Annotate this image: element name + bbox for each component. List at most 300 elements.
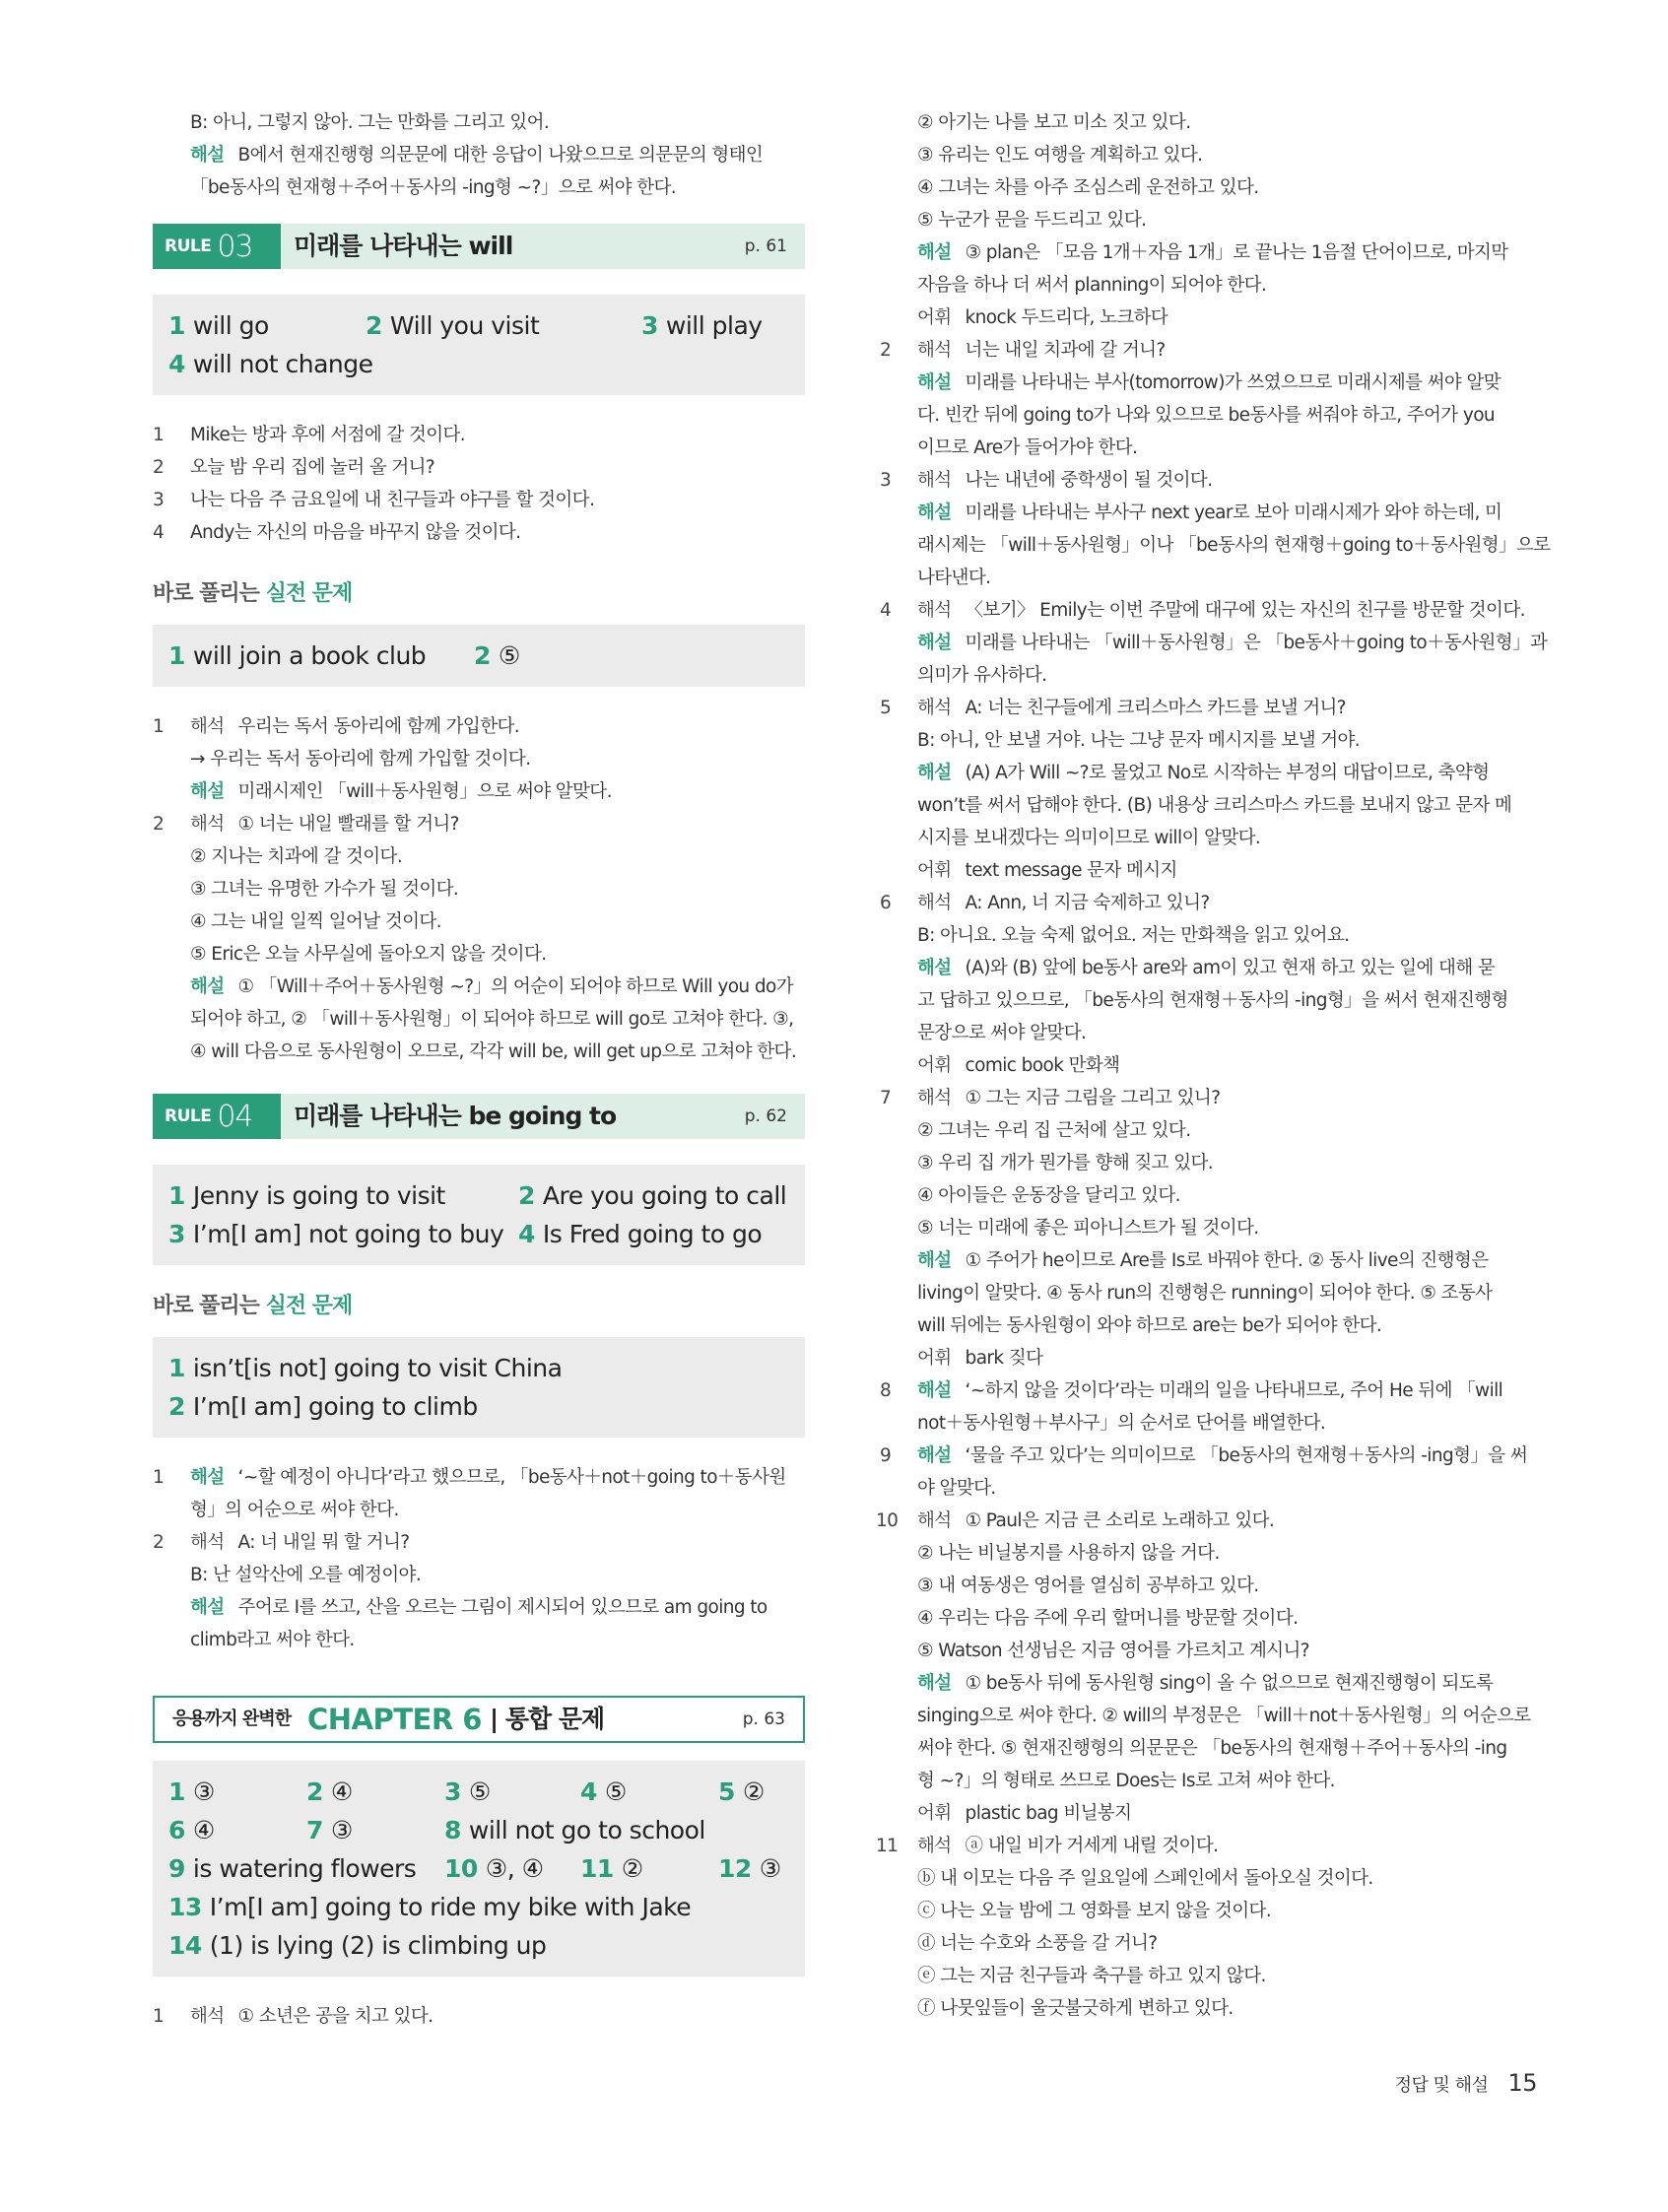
- text-line: [153, 1559, 805, 1591]
- line-text: ③ 유리는 인도 여행을 계획하고 있다.: [917, 145, 1203, 166]
- answer-number: 13: [168, 1893, 202, 1921]
- translation-label: 해석: [190, 814, 225, 835]
- text-line: [153, 1003, 805, 1036]
- text-line: [880, 1992, 1535, 2025]
- line-text: 주어로 I를 쓰고, 산을 오르는 그림이 제시되어 있으므로 am going to: [237, 1597, 767, 1618]
- text-line: [153, 1036, 805, 1068]
- answer-number: 5: [718, 1777, 735, 1806]
- rule-03-page: p. 61: [744, 236, 787, 256]
- text-line: [153, 710, 805, 743]
- answer-number: 1: [168, 1354, 185, 1382]
- answer-row: [168, 1215, 789, 1253]
- text-line: [880, 1635, 1535, 1667]
- text-line: [880, 1667, 1535, 1700]
- practice-2-answer-box: [153, 1337, 805, 1438]
- item-number: 5: [880, 698, 892, 718]
- answer-number: 4: [518, 1220, 535, 1248]
- practice-heading-1: 바로 풀리는 실전 문제: [153, 581, 353, 606]
- answer-item: [168, 1387, 478, 1426]
- translation-label: 해석: [917, 1088, 952, 1108]
- vocab-label: 어휘: [917, 860, 952, 881]
- text-line: [880, 302, 1535, 334]
- rule-04-page: p. 62: [744, 1106, 787, 1126]
- line-text: 되어야 하고, ② 「will＋동사원형」이 되어야 하므로 will go로 고쳐야 한다. ③,: [190, 1009, 794, 1030]
- line-text: bark 짖다: [965, 1348, 1043, 1369]
- line-text: ‘~하지 않을 것이다’라는 미래의 일을 나타내므로, 주어 He 뒤에 「will: [965, 1380, 1503, 1401]
- answer-row: [168, 1176, 789, 1215]
- line-text: ① Paul은 지금 큰 소리로 노래하고 있다.: [965, 1510, 1275, 1531]
- page-number: 15: [1507, 2069, 1537, 2097]
- text-line: [153, 1526, 805, 1559]
- text-line: [153, 1494, 805, 1526]
- line-text: ③ 그녀는 유명한 가수가 될 것이다.: [190, 879, 459, 900]
- answer-row: [168, 1811, 789, 1849]
- text-line: [880, 1797, 1535, 1830]
- line-text: B: 아니, 그렇지 않아. 그는 만화를 그리고 있어.: [190, 112, 550, 133]
- text-line: [880, 757, 1535, 789]
- line-text: ④ 우리는 다음 주에 우리 할머니를 방문할 것이다.: [917, 1608, 1299, 1629]
- rule-03-title: 미래를 나타내는 will: [294, 232, 513, 260]
- answer-item: [168, 1773, 215, 1811]
- explanation-label: 해설: [190, 145, 225, 166]
- answer-number: 8: [444, 1816, 461, 1844]
- chapter-prefix: 응용까지 완벽한: [172, 1709, 291, 1729]
- answer-item: [168, 1926, 546, 1965]
- text-line: [880, 1244, 1535, 1277]
- line-text: ④ will 다음으로 동사원형이 오므로, 각각 will be, will get up으로 고쳐야 한다.: [190, 1041, 797, 1062]
- translation-label: 해석: [917, 340, 952, 361]
- answer-text: Are you going to call: [542, 1181, 787, 1210]
- explanation-label: 해설: [917, 1445, 952, 1466]
- item-number: 2: [153, 814, 165, 835]
- item-number: 4: [153, 522, 165, 543]
- text-line: [880, 236, 1535, 269]
- line-text: living이 알맞다. ④ 동사 run의 진행형은 running이 되어야 한다. ⑤ 조동사: [917, 1283, 1493, 1304]
- explanation-label: 해설: [917, 958, 952, 978]
- text-line: [880, 432, 1535, 464]
- answer-item: [168, 1811, 215, 1849]
- explanation-label: 해설: [917, 1673, 952, 1694]
- item-number: 2: [880, 340, 892, 361]
- text-line: [880, 1700, 1535, 1732]
- answer-item: [580, 1849, 643, 1888]
- text-line: [153, 743, 805, 775]
- explanation-label: 해설: [190, 1597, 225, 1618]
- text-line: [880, 692, 1535, 724]
- text-line: [880, 919, 1535, 952]
- text-line: [153, 1624, 805, 1656]
- vocab-label: 어휘: [917, 307, 952, 328]
- text-line: [153, 971, 805, 1003]
- chapter-header: [153, 1696, 805, 1743]
- translation-label: 해석: [917, 893, 952, 913]
- translation-label: 해석: [190, 1532, 225, 1553]
- answer-number: 3: [641, 311, 658, 340]
- text-line: [153, 873, 805, 905]
- text-line: [880, 887, 1535, 919]
- text-line: [880, 1862, 1535, 1895]
- answer-number: 6: [168, 1816, 185, 1844]
- text-line: [880, 1114, 1535, 1147]
- answer-text: will not change: [192, 350, 373, 378]
- vocab-label: 어휘: [917, 1803, 952, 1824]
- item-number: 1: [153, 425, 165, 445]
- text-line: [880, 1277, 1535, 1309]
- rule-03-header: [153, 224, 805, 269]
- text-line: [880, 204, 1535, 236]
- answer-item: [518, 1176, 786, 1215]
- answer-number: 4: [580, 1777, 597, 1806]
- line-text: ② 그녀는 우리 집 근처에 살고 있다.: [917, 1120, 1191, 1141]
- answer-item: [168, 345, 373, 383]
- answer-text: I’m[I am] going to ride my bike with Jake: [209, 1893, 692, 1921]
- answer-number: 14: [168, 1931, 202, 1960]
- rule-03-answer-box: [153, 295, 805, 395]
- answer-row: [168, 1773, 789, 1811]
- line-text: not＋동사원형＋부사구」의 순서로 단어를 배열한다.: [917, 1413, 1326, 1434]
- line-text: A: 너 내일 뭐 할 거니?: [237, 1532, 410, 1553]
- answer-number: 2: [474, 641, 491, 670]
- answer-number: 9: [168, 1854, 185, 1883]
- explanation-label: 해설: [917, 1250, 952, 1271]
- text-line: [880, 171, 1535, 204]
- answer-text: Jenny is going to visit: [192, 1181, 445, 1210]
- line-text: ⓒ 나는 오늘 밤에 그 영화를 보지 않을 것이다.: [917, 1901, 1272, 1921]
- item-number: 1: [153, 1467, 165, 1488]
- text-line: [880, 1472, 1535, 1505]
- text-line: [880, 399, 1535, 432]
- line-text: ⑤ Watson 선생님은 지금 영어를 가르치고 계시니?: [917, 1641, 1310, 1661]
- answer-text: ④: [192, 1816, 215, 1844]
- line-text: ④ 그는 내일 일찍 일어날 것이다.: [190, 911, 441, 932]
- answer-item: [306, 1811, 353, 1849]
- line-text: A: Ann, 너 지금 숙제하고 있니?: [965, 893, 1210, 913]
- answer-text: is watering flowers: [192, 1854, 417, 1883]
- explanation-label: 해설: [917, 372, 952, 393]
- explanation-label: 해설: [917, 1380, 952, 1401]
- answer-text: isn’t[is not] going to visit China: [192, 1354, 563, 1382]
- line-text: 형」의 어순으로 써야 한다.: [190, 1500, 399, 1520]
- line-text: 우리는 독서 동아리에 함께 가입한다.: [237, 716, 520, 737]
- line-text: 시지를 보내겠다는 의미이므로 will이 알맞다.: [917, 828, 1261, 848]
- text-line: [153, 516, 805, 549]
- line-text: B에서 현재진행형 의문문에 대한 응답이 나왔으므로 의문문의 형태인: [237, 145, 764, 166]
- line-text: comic book 만화책: [965, 1055, 1120, 1076]
- answer-row: [168, 1888, 789, 1926]
- line-text: ④ 아이들은 운동장을 달리고 있다.: [917, 1185, 1180, 1206]
- text-line: [880, 334, 1535, 367]
- item-number: 9: [880, 1445, 892, 1466]
- right-column: [876, 106, 1551, 2025]
- answer-item: [168, 637, 426, 675]
- line-text: B: 아니요. 오늘 숙제 없어요. 저는 만화책을 읽고 있어요.: [917, 925, 1350, 946]
- text-line: [153, 1591, 805, 1624]
- line-text: ⓓ 너는 수호와 소풍을 갈 거니?: [917, 1933, 1158, 1954]
- text-line: [880, 627, 1548, 659]
- line-text: ⓔ 그는 지금 친구들과 축구를 하고 있지 않다.: [917, 1966, 1266, 1986]
- answer-number: 11: [580, 1854, 614, 1883]
- item-number: 11: [876, 1836, 899, 1856]
- line-text: A: 너는 친구들에게 크리스마스 카드를 보낼 거니?: [965, 698, 1346, 718]
- text-line: [876, 1830, 1535, 1862]
- line-text: 자음을 하나 더 써서 planning이 되어야 한다.: [917, 275, 1267, 296]
- text-line: [880, 1927, 1535, 1960]
- text-line: [153, 840, 805, 873]
- line-text: 너는 내일 치과에 갈 거니?: [965, 340, 1166, 361]
- rule-04-header: [153, 1094, 805, 1139]
- line-text: ③ 내 여동생은 영어를 열심히 공부하고 있다.: [917, 1575, 1259, 1596]
- text-line: [880, 659, 1535, 692]
- answer-row: [168, 345, 789, 383]
- text-line: [880, 367, 1535, 399]
- line-text: 다. 빈칸 뒤에 going to가 나와 있으므로 be동사를 써줘야 하고, 주어가 you: [917, 405, 1496, 426]
- text-line: [880, 1570, 1535, 1602]
- answer-item: [444, 1811, 705, 1849]
- item-number: 1: [153, 2006, 165, 2027]
- text-line: [880, 1017, 1535, 1049]
- answer-item: [168, 1888, 691, 1926]
- line-text: will 뒤에는 동사원형이 와야 하므로 are는 be가 되어야 한다.: [917, 1315, 1382, 1336]
- answer-number: 3: [444, 1777, 461, 1806]
- line-text: ② 아기는 나를 보고 미소 짓고 있다.: [917, 112, 1191, 133]
- vocab-label: 어휘: [917, 1348, 952, 1369]
- explanation-label: 해설: [917, 633, 952, 653]
- text-line: [153, 484, 805, 516]
- line-text: 미래를 나타내는 부사구 next year로 보아 미래시제가 와야 하는데, 미: [965, 503, 1502, 523]
- translation-label: 해석: [917, 600, 952, 621]
- rule-03-explanations: [153, 419, 805, 549]
- answer-number: 2: [518, 1181, 535, 1210]
- line-text: B: 난 설악산에 오를 예정이야.: [190, 1565, 422, 1585]
- line-text: (A) A가 Will ~?로 물었고 No로 시작하는 부정의 대답이므로, 축약형: [965, 763, 1490, 783]
- line-text: ① 그는 지금 그림을 그리고 있니?: [965, 1088, 1221, 1108]
- line-text: 의미가 유사하다.: [917, 665, 1047, 686]
- line-text: 써야 한다. ⑤ 현재진행형의 의문문은 「be동사의 현재형＋주어＋동사의 -ing: [917, 1738, 1507, 1759]
- line-text: (A)와 (B) 앞에 be동사 are와 am이 있고 현재 하고 있는 일에 대해 묻: [965, 958, 1496, 978]
- line-text: ④ 그녀는 차를 아주 조심스레 운전하고 있다.: [917, 177, 1259, 198]
- text-line: [880, 497, 1535, 529]
- text-line: [880, 724, 1535, 757]
- text-line: [880, 1342, 1535, 1374]
- item-number: 10: [876, 1510, 899, 1531]
- line-text: → 우리는 독서 동아리에 함께 가입할 것이다.: [190, 749, 531, 770]
- item-number: 2: [153, 457, 165, 478]
- text-line: [880, 1407, 1535, 1440]
- answer-item: [518, 1215, 762, 1253]
- explanation-label: 해설: [190, 1467, 225, 1488]
- translation-label: 해석: [190, 2006, 225, 2027]
- answer-number: 7: [306, 1816, 323, 1844]
- text-line: [153, 808, 805, 840]
- answer-item: [168, 1176, 445, 1215]
- translation-label: 해석: [190, 716, 225, 737]
- line-text: ⓑ 내 이모는 다음 주 일요일에 스페인에서 돌아오실 것이다.: [917, 1868, 1373, 1889]
- text-line: [880, 139, 1535, 171]
- intro-section: [153, 106, 805, 204]
- answer-number: 3: [168, 1220, 185, 1248]
- answer-number: 1: [168, 1181, 185, 1210]
- answer-text: ③: [192, 1777, 215, 1806]
- answer-text: ③: [759, 1854, 781, 1883]
- text-line: [880, 1147, 1535, 1179]
- text-line: [153, 2000, 805, 2033]
- text-line: [153, 905, 805, 938]
- chapter-title: CHAPTER 6: [307, 1703, 482, 1736]
- line-text: 미래를 나타내는 부사(tomorrow)가 쓰였으므로 미래시제를 써야 알맞: [965, 372, 1501, 393]
- answer-text: ②: [621, 1854, 643, 1883]
- line-text: ① 소년은 공을 치고 있다.: [237, 2006, 434, 2027]
- answer-text: (1) is lying (2) is climbing up: [209, 1931, 547, 1960]
- item-number: 8: [880, 1380, 892, 1401]
- line-text: ‘물을 주고 있다’는 의미이므로 「be동사의 현재형＋동사의 -ing형」을 써: [965, 1445, 1528, 1466]
- answer-text: will join a book club: [192, 641, 427, 670]
- line-text: ⑤ 너는 미래에 좋은 피아니스트가 될 것이다.: [917, 1218, 1259, 1239]
- explanation-label: 해설: [190, 781, 225, 802]
- text-line: [880, 1765, 1535, 1797]
- answer-row: [168, 1926, 789, 1965]
- text-line: [153, 1461, 805, 1494]
- rule-03-tag: RULE 03: [153, 224, 281, 269]
- chapter-page: p. 63: [742, 1709, 785, 1729]
- answer-text: I’m[I am] not going to buy: [192, 1220, 504, 1248]
- vocab-label: 어휘: [917, 1055, 952, 1076]
- answer-number: 12: [718, 1854, 752, 1883]
- practice-heading-2: 바로 풀리는 실전 문제: [153, 1294, 353, 1318]
- line-text: 미래를 나타내는 「will＋동사원형」은 「be동사＋going to＋동사원형」과: [965, 633, 1548, 653]
- text-line: [153, 775, 805, 808]
- practice-2-explanations: [153, 1461, 805, 1656]
- text-line: [880, 1895, 1535, 1927]
- text-line: [153, 171, 805, 204]
- line-text: climb라고 써야 한다.: [190, 1630, 355, 1650]
- text-line: [880, 822, 1535, 854]
- answer-text: ⑤: [468, 1777, 491, 1806]
- rule-04-tag: RULE 04: [153, 1094, 281, 1139]
- line-text: 미래시제인 「will＋동사원형」으로 써야 알맞다.: [237, 781, 612, 802]
- answer-number: 1: [168, 641, 185, 670]
- text-line: [880, 789, 1535, 822]
- line-text: ⑤ 누군가 문을 두드리고 있다.: [917, 210, 1147, 231]
- text-line: [880, 106, 1535, 139]
- answer-text: Is Fred going to go: [542, 1220, 763, 1248]
- answer-item: [474, 637, 520, 675]
- left-column: [153, 106, 805, 2033]
- line-text: ① be동사 뒤에 동사원형 sing이 올 수 없으므로 현재진행형이 되도록: [965, 1673, 1494, 1694]
- line-text: 나는 내년에 중학생이 될 것이다.: [965, 470, 1213, 491]
- text-line: [880, 529, 1551, 562]
- line-text: text message 문자 메시지: [965, 860, 1177, 881]
- line-text: ‘~할 예정이 아니다’라고 했으므로, 「be동사＋not＋going to＋동사원: [237, 1467, 786, 1488]
- line-text: 오늘 밤 우리 집에 놀러 올 거니?: [190, 457, 435, 478]
- answer-row: [168, 1349, 789, 1387]
- answer-item: [444, 1849, 544, 1888]
- answer-item: [641, 306, 763, 345]
- item-number: 4: [880, 600, 892, 621]
- answer-item: [366, 306, 539, 345]
- chapter-explanations: [153, 2000, 805, 2033]
- text-line: [880, 562, 1535, 594]
- answer-text: I’m[I am] going to climb: [192, 1392, 478, 1421]
- answer-number: 1: [168, 311, 185, 340]
- line-text: ① 「Will＋주어＋동사원형 ~?」의 어순이 되어야 하므로 Will you do가: [237, 976, 793, 997]
- line-text: 「be동사의 현재형＋주어＋동사의 -ing형 ~?」으로 써야 한다.: [190, 177, 677, 198]
- answer-number: 2: [366, 311, 382, 340]
- chapter-explanations-continued: [876, 106, 1551, 2025]
- answer-text: Will you visit: [389, 311, 540, 340]
- line-text: ② 나는 비닐봉지를 사용하지 않을 거다.: [917, 1543, 1220, 1564]
- answer-item: [580, 1773, 627, 1811]
- answer-row: [168, 1387, 789, 1426]
- line-text: ③ 우리 집 개가 뭔가를 향해 짖고 있다.: [917, 1153, 1214, 1173]
- text-line: [880, 594, 1535, 627]
- explanation-label: 해설: [190, 976, 225, 997]
- line-text: 형 ~?」의 형태로 쓰므로 Does는 Is로 고쳐 써야 한다.: [917, 1771, 1335, 1791]
- answer-text: ③, ④: [485, 1854, 544, 1883]
- item-number: 2: [153, 1532, 165, 1553]
- rule-04-title: 미래를 나타내는 be going to: [294, 1102, 617, 1130]
- line-text: won’t를 써서 답해야 한다. (B) 내용상 크리스마스 카드를 보내지 않고 문자 메: [917, 795, 1512, 816]
- translation-label: 해석: [917, 698, 952, 718]
- text-line: [880, 1309, 1535, 1342]
- answer-item: [168, 306, 269, 345]
- text-line: [880, 1960, 1535, 1992]
- text-line: [153, 419, 805, 451]
- text-line: [880, 1602, 1535, 1635]
- text-line: [880, 1082, 1535, 1114]
- answer-text: ②: [742, 1777, 765, 1806]
- answer-row: [168, 306, 789, 345]
- line-text: 고 답하고 있으므로, 「be동사의 현재형＋동사의 -ing형」을 써서 현재진행형: [917, 990, 1508, 1011]
- page-footer: [1395, 2069, 1537, 2097]
- practice-1-explanations: [153, 710, 805, 1068]
- text-line: [880, 952, 1535, 984]
- line-text: 문장으로 써야 알맞다.: [917, 1023, 1087, 1043]
- answer-text: ④: [330, 1777, 353, 1806]
- line-text: singing으로 써야 한다. ② will의 부정문은 「will＋not＋동사원형」의 어순으로: [917, 1706, 1531, 1726]
- answer-item: [444, 1773, 491, 1811]
- answer-item: [168, 1215, 503, 1253]
- answer-item: [306, 1773, 353, 1811]
- answer-item: [718, 1849, 781, 1888]
- explanation-label: 해설: [917, 242, 952, 263]
- answer-row: [168, 637, 789, 675]
- text-line: [153, 106, 805, 139]
- line-text: 〈보기〉 Emily는 이번 주말에 대구에 있는 자신의 친구를 방문할 것이다.: [965, 600, 1525, 621]
- text-line: [153, 938, 805, 971]
- translation-label: 해석: [917, 1510, 952, 1531]
- text-line: [880, 1049, 1535, 1082]
- chapter-subtitle: | 통합 문제: [490, 1705, 605, 1733]
- item-number: 3: [880, 470, 892, 491]
- item-number: 6: [880, 893, 892, 913]
- answer-row: [168, 1849, 789, 1888]
- line-text: Andy는 자신의 마음을 바꾸지 않을 것이다.: [190, 522, 521, 543]
- line-text: 래시제는 「will＋동사원형」이나 「be동사의 현재형＋going to＋동사원형」으로: [917, 535, 1551, 556]
- text-line: [880, 269, 1535, 302]
- line-text: ⓕ 나뭇잎들이 울긋불긋하게 변하고 있다.: [917, 1998, 1234, 2019]
- answer-text: ⑤: [498, 641, 520, 670]
- line-text: ⓐ 내일 비가 거세게 내릴 것이다.: [965, 1836, 1219, 1856]
- answer-number: 10: [444, 1854, 478, 1883]
- answer-text: will go: [192, 311, 269, 340]
- line-text: Mike는 방과 후에 서점에 갈 것이다.: [190, 425, 466, 445]
- text-line: [880, 464, 1535, 497]
- text-line: [880, 854, 1535, 887]
- answer-item: [718, 1773, 765, 1811]
- text-line: [880, 1212, 1535, 1244]
- translation-label: 해석: [917, 1836, 952, 1856]
- line-text: ① 주어가 he이므로 Are를 Is로 바꿔야 한다. ② 동사 live의 진행형은: [965, 1250, 1489, 1271]
